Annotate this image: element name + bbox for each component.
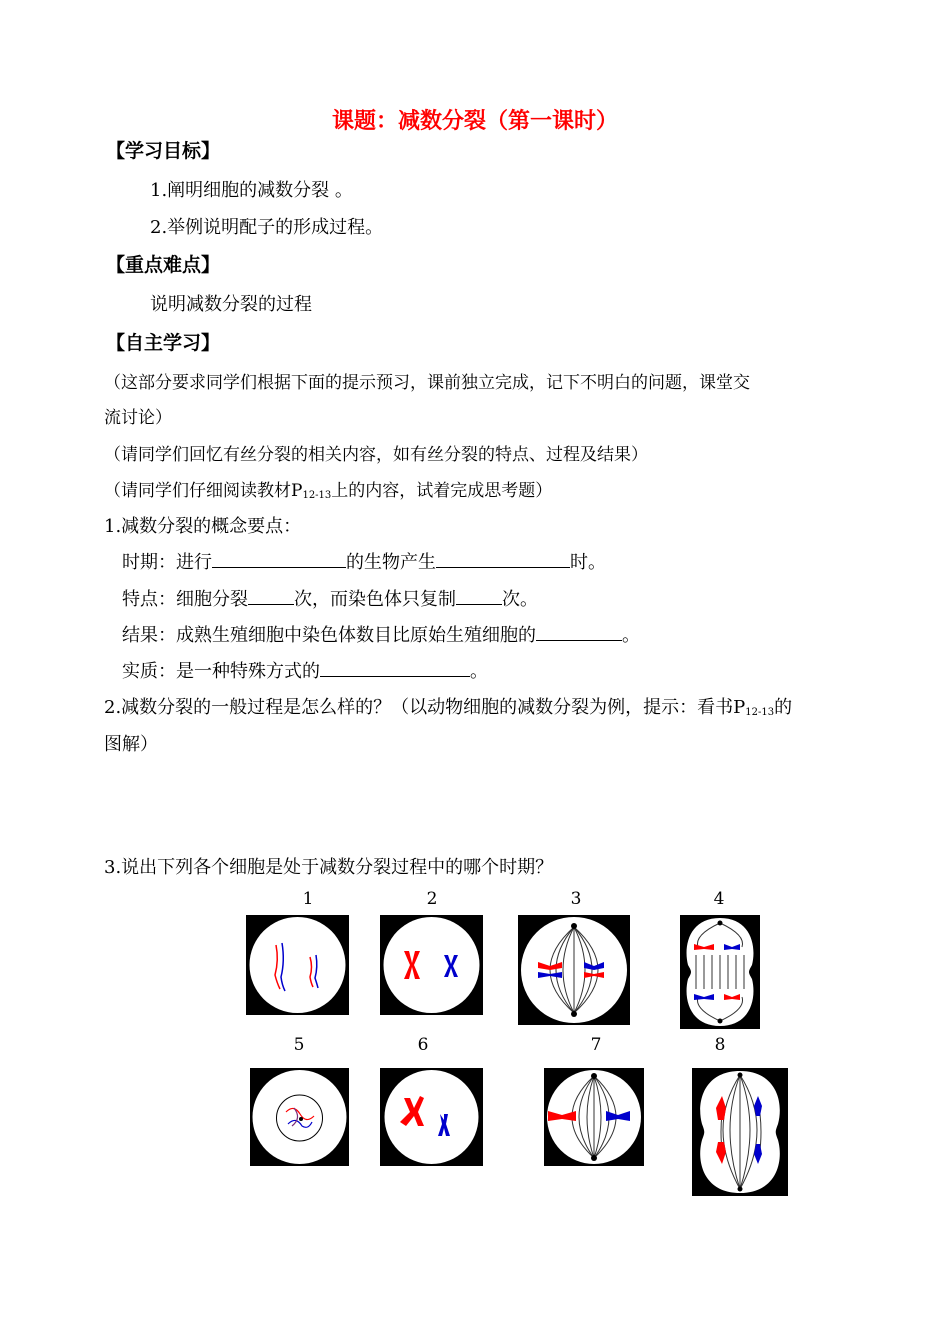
- q1-title: 1.减数分裂的概念要点：: [104, 516, 302, 537]
- q1-period-line: 时期：进行 的生物产生 时。: [122, 548, 606, 574]
- cell-diagram-5: [250, 1068, 349, 1166]
- q3-title: 3.说出下列各个细胞是处于减数分裂过程中的哪个时期？: [104, 857, 554, 878]
- cell-diagram-2: [380, 915, 483, 1015]
- self-study-note-1b: 流讨论）: [104, 408, 172, 428]
- self-study-heading: 【自主学习】: [106, 332, 221, 354]
- blank-feature-2[interactable]: [456, 586, 502, 605]
- goal-item-1: 1.阐明细胞的减数分裂 。: [150, 180, 353, 201]
- blank-essence[interactable]: [320, 658, 470, 677]
- blank-period-2[interactable]: [436, 549, 570, 568]
- q1-result-line: 结果：成熟生殖细胞中染色体数目比原始生殖细胞的 。: [122, 621, 640, 647]
- cell-diagram-8: [692, 1068, 788, 1196]
- goal-item-2: 2.举例说明配子的形成过程。: [150, 217, 384, 238]
- key-points-text: 说明减数分裂的过程: [150, 294, 312, 315]
- figure-label-8: 8: [714, 1035, 726, 1055]
- figure-label-5: 5: [293, 1035, 305, 1055]
- self-study-note-2: （请同学们回忆有丝分裂的相关内容，如有丝分裂的特点、过程及结果）: [104, 445, 648, 465]
- cell-diagram-1: [246, 915, 349, 1015]
- figure-label-1: 1: [302, 889, 314, 909]
- figure-label-3: 3: [570, 889, 582, 909]
- cell-diagram-7: [544, 1068, 644, 1166]
- key-points-heading: 【重点难点】: [106, 254, 221, 276]
- page-title: 课题：减数分裂（第一课时）: [331, 109, 618, 134]
- figure-label-7: 7: [590, 1035, 602, 1055]
- cell-diagram-3: [518, 915, 630, 1025]
- blank-period-1[interactable]: [212, 549, 346, 568]
- goals-heading: 【学习目标】: [106, 140, 221, 162]
- blank-result[interactable]: [536, 622, 622, 641]
- cell-diagram-6: [380, 1068, 483, 1166]
- q2-line-2: 图解）: [104, 734, 158, 755]
- figure-label-4: 4: [713, 889, 725, 909]
- figure-label-2: 2: [426, 889, 438, 909]
- self-study-note-1a: （这部分要求同学们根据下面的提示预习，课前独立完成，记下不明白的问题，课堂交: [104, 373, 750, 393]
- blank-feature-1[interactable]: [248, 586, 294, 605]
- self-study-note-3: （请同学们仔细阅读教材$P_{12-13}$上的内容，试着完成思考题）: [104, 481, 553, 501]
- cell-diagram-4: [680, 915, 760, 1029]
- figure-label-6: 6: [417, 1035, 429, 1055]
- q1-essence-line: 实质：是一种特殊方式的 。: [122, 657, 488, 683]
- q2-line-1: 2.减数分裂的一般过程是怎么样的？（以动物细胞的减数分裂为例，提示：看书$P_{12-13}$的: [104, 697, 793, 718]
- q1-feature-line: 特点：细胞分裂 次，而染色体只复制 次。: [122, 585, 538, 611]
